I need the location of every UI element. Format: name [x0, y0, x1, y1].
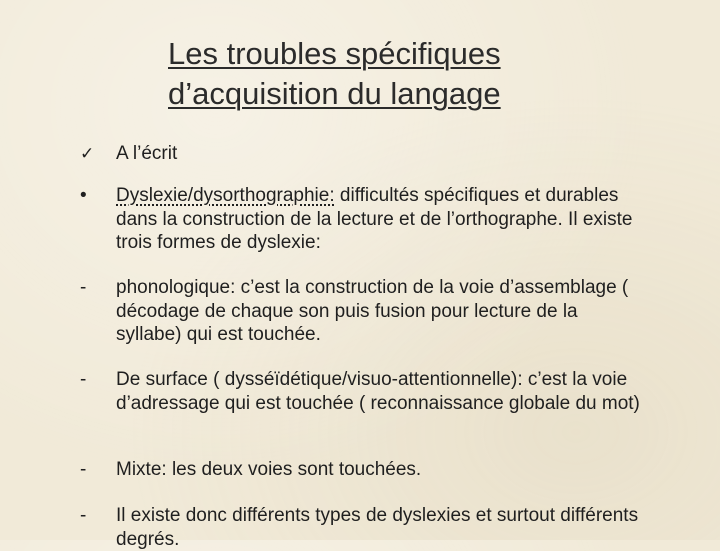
bullet-icon: •	[80, 185, 87, 206]
dyslexie-term: Dyslexie/dysorthographie:	[116, 185, 335, 206]
title-line-1: Les troubles spécifiques	[168, 36, 501, 71]
list-item-text: phonologique: c’est la construction de la voie d’assemblage ( décodage de chaque son puis fusion pour lecture de la syllabe) qui est touchée.	[116, 277, 629, 345]
list-item-text: Il existe donc différents types de dyslexies et surtout différents degrés.	[116, 505, 639, 550]
list-item-text: Dyslexie/dysorthographie: difficultés spécifiques et durables dans la construction de la lecture et de l’orthographe. Il existe trois formes de dyslexie:	[116, 185, 633, 253]
dash-marker: -	[80, 277, 87, 298]
title-line-2: d’acquisition du langage	[168, 76, 501, 111]
list-item-text: Mixte: les deux voies sont touchées.	[116, 459, 422, 480]
check-icon: ✓	[80, 144, 95, 163]
slide-title	[168, 34, 588, 114]
dash-marker: -	[80, 459, 87, 480]
dash-marker: -	[80, 369, 87, 390]
list-item-text: A l’écrit	[116, 143, 178, 164]
list-item-text: De surface ( dysséïdétique/visuo-attentionnelle): c’est la voie d’adressage qui est touchée ( reconnaissance globale du mot)	[116, 369, 640, 414]
dash-marker: -	[80, 505, 87, 526]
